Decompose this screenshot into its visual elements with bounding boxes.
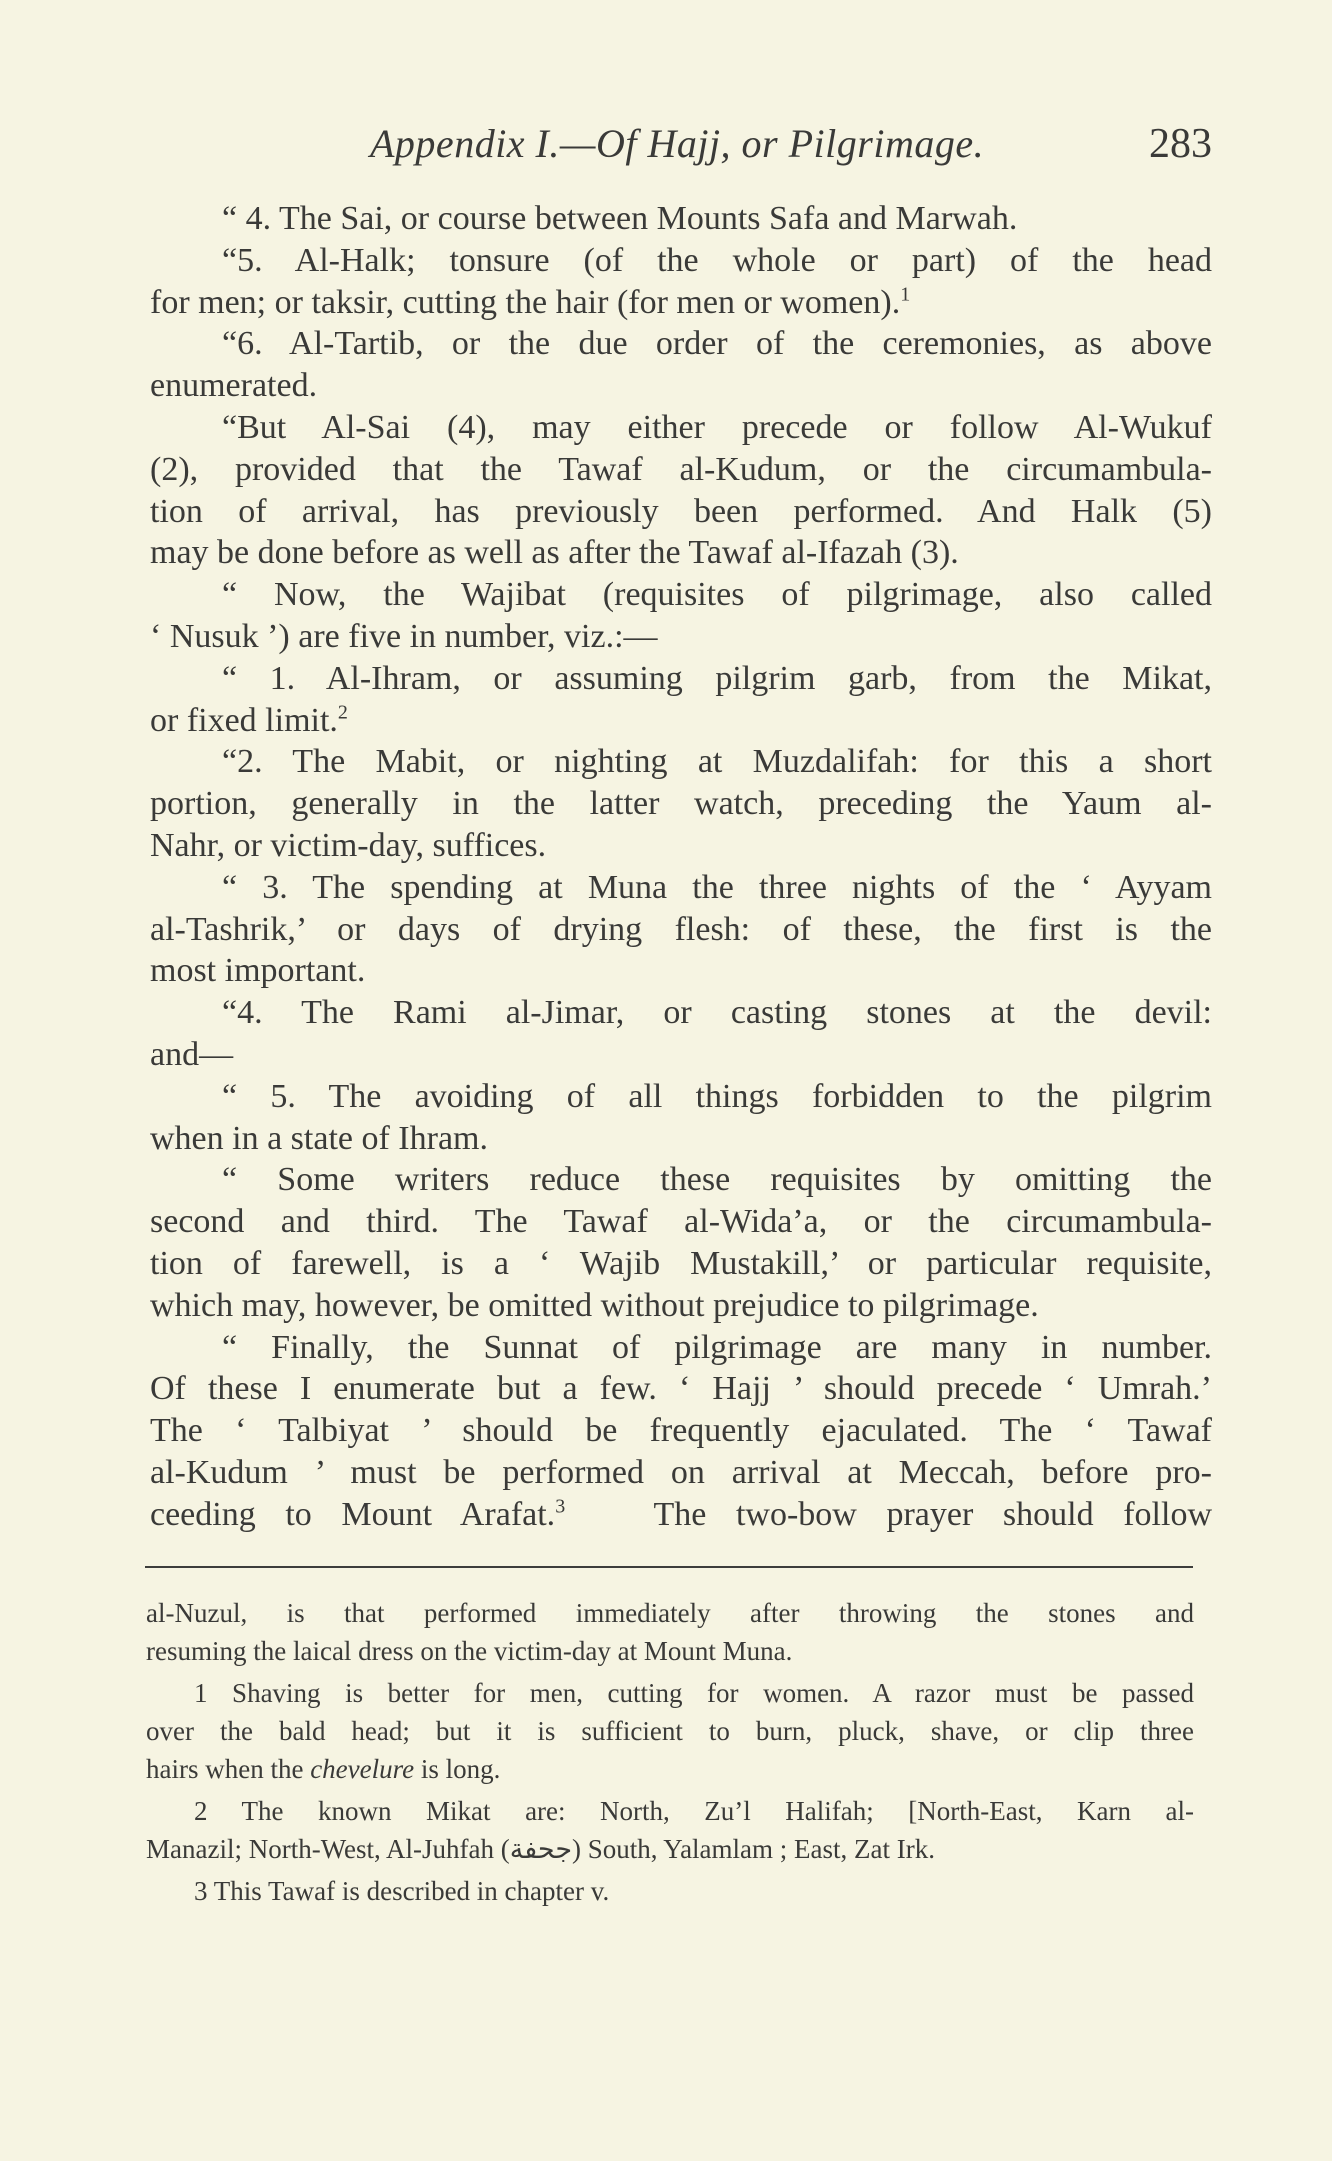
- footnote-2: [146, 1792, 1194, 1868]
- text-line: Nahr, or victim-day, suffices.: [150, 826, 547, 864]
- text-line: or fixed limit.$^2$: [150, 701, 348, 739]
- text-line: Of these I enumerate but a few. ‘ Hajj ’ should precede ‘ Umrah.’: [150, 1370, 1212, 1408]
- text-line: which may, however, be omitted without prejudice to pilgrimage.: [150, 1286, 1039, 1324]
- footnotes: [146, 1594, 1194, 1914]
- footnote-line: 1 Shaving is better for men, cutting for women. A razor must be passed: [194, 1678, 1194, 1708]
- footnote-line: Manazil; North-West, Al-Juhfah (جحفة) South, Yalamlam ; East, Zat Irk.: [146, 1834, 935, 1864]
- body-text: [150, 198, 1212, 1536]
- text-line: “ Now, the Wajibat (requisites of pilgrimage, also called: [222, 576, 1212, 614]
- text-line: al-Tashrik,’ or days of drying flesh: of these, the first is the: [150, 910, 1212, 948]
- footnote-ref-3: 3: [555, 1495, 566, 1518]
- text-line: most important.: [150, 952, 366, 990]
- text-line: “6. Al-Tartib, or the due order of the ceremonies, as above: [222, 325, 1212, 363]
- footnote-3: [146, 1872, 1194, 1910]
- text-line: ceeding to Mount Arafat.$^3$ The two-bow prayer should follow: [150, 1495, 1212, 1533]
- text-line: “ 4. The Sai, or course between Mounts Safa and Marwah.: [222, 200, 1018, 237]
- footnote-1: [146, 1674, 1194, 1788]
- text-line: “ Finally, the Sunnat of pilgrimage are many in number.: [222, 1328, 1212, 1366]
- footnote-ref-1: 1: [900, 283, 911, 306]
- footnote-line: resuming the laical dress on the victim-day at Mount Muna.: [146, 1636, 793, 1666]
- text-line: “5. Al-Halk; tonsure (of the whole or part) of the head: [222, 241, 1212, 279]
- text-line: al-Kudum ’ must be performed on arrival at Meccah, before pro-: [150, 1453, 1212, 1491]
- footnote-line: 3 This Tawaf is described in chapter v.: [194, 1876, 610, 1906]
- footnote-line: over the bald head; but it is sufficient to burn, pluck, shave, or clip three: [146, 1716, 1194, 1746]
- text-line: “ 5. The avoiding of all things forbidden to the pilgrim: [222, 1077, 1212, 1115]
- text-line: “4. The Rami al-Jimar, or casting stones at the devil:: [222, 994, 1212, 1032]
- text-line: tion of arrival, has previously been performed. And Halk (5): [150, 492, 1212, 530]
- text-line: “2. The Mabit, or nighting at Muzdalifah: for this a short: [222, 743, 1212, 781]
- running-title: Appendix I.—Of Hajj, or Pilgrimage.: [370, 121, 985, 166]
- text-line: second and third. The Tawaf al-Wida’a, or the circumambula-: [150, 1203, 1212, 1241]
- footnote-line: hairs when the chevelure is long.: [146, 1754, 501, 1784]
- text-line: The ‘ Talbiyat ’ should be frequently ejaculated. The ‘ Tawaf: [150, 1412, 1212, 1450]
- text-line: when in a state of Ihram.: [150, 1119, 488, 1157]
- text-line: (2), provided that the Tawaf al-Kudum, or the circumambula-: [150, 450, 1212, 488]
- footnote-continued: [146, 1594, 1194, 1670]
- footnote-ref-2: 2: [337, 701, 348, 724]
- footnote-line: al-Nuzul, is that performed immediately after throwing the stones and: [146, 1598, 1194, 1628]
- page-number: 283: [1149, 121, 1212, 167]
- text-line: “ 3. The spending at Muna the three nights of the ‘ Ayyam: [222, 868, 1212, 906]
- running-head: [150, 120, 1212, 180]
- italic-term: chevelure: [310, 1754, 415, 1784]
- text-line: “But Al-Sai (4), may either precede or follow Al-Wukuf: [222, 408, 1212, 446]
- footnote-line: 2 The known Mikat are: North, Zu’l Halifah; [North-East, Karn al-: [194, 1796, 1194, 1826]
- text-line: ‘ Nusuk ’) are five in number, viz.:—: [150, 617, 658, 655]
- text-line: tion of farewell, is a ‘ Wajib Mustakill,’ or particular requisite,: [150, 1244, 1212, 1282]
- text-line: for men; or taksir, cutting the hair (for men or women).$^1$: [150, 283, 911, 321]
- text-line: and—: [150, 1035, 234, 1073]
- text-line: “ 1. Al-Ihram, or assuming pilgrim garb, from the Mikat,: [222, 659, 1212, 697]
- text-line: portion, generally in the latter watch, preceding the Yaum al-: [150, 785, 1212, 823]
- text-line: enumerated.: [150, 367, 318, 405]
- text-line: “ Some writers reduce these requisites by omitting the: [222, 1161, 1212, 1199]
- footnote-rule: [145, 1566, 1193, 1568]
- text-line: may be done before as well as after the Tawaf al-Ifazah (3).: [150, 534, 959, 572]
